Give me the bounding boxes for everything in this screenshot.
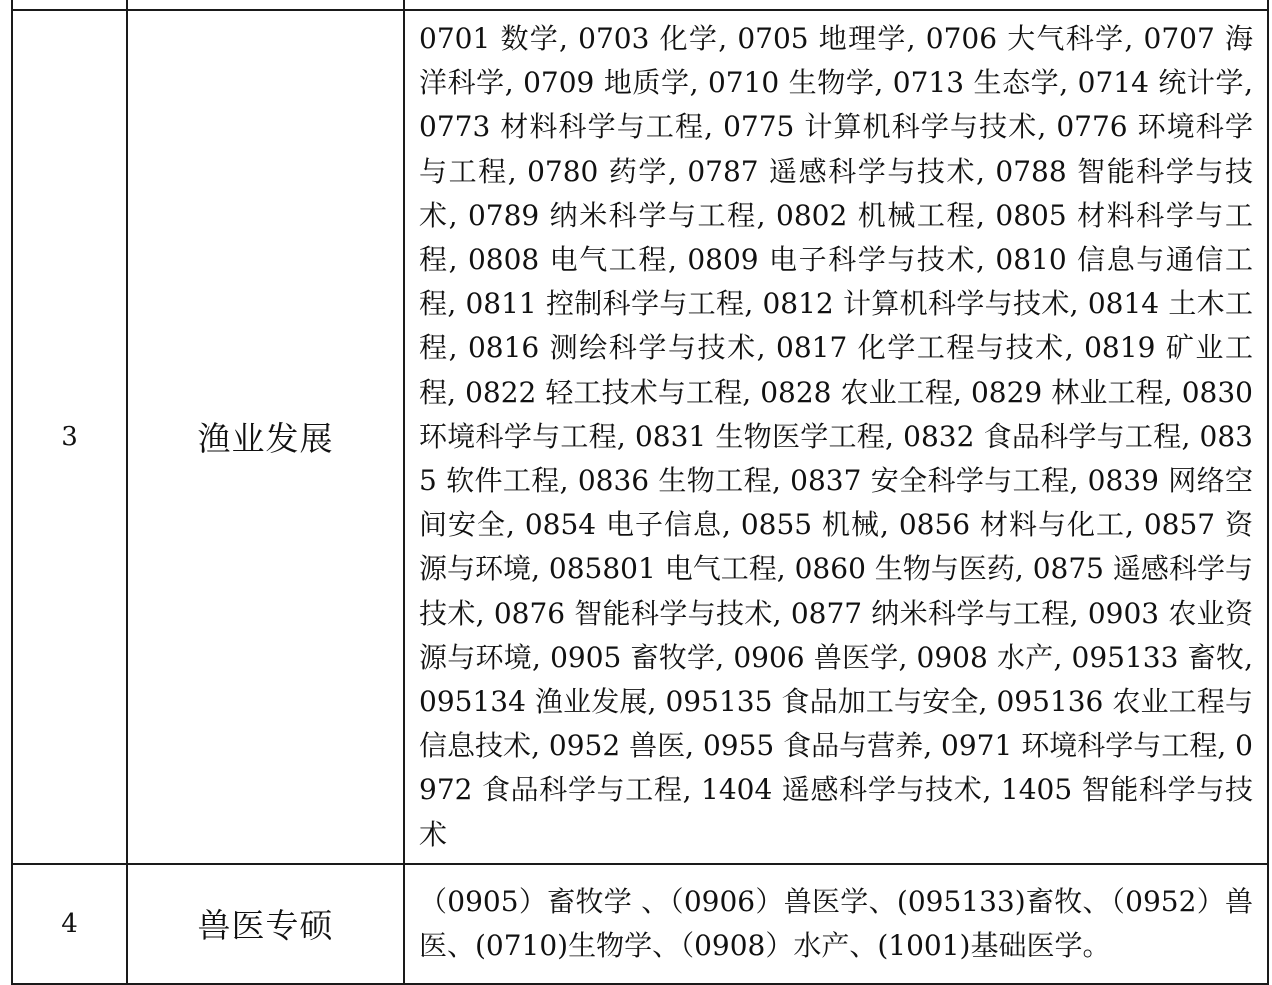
- table-row-previous: [12, 0, 1268, 10]
- eligible-majors: [404, 864, 1268, 984]
- table-row: [12, 10, 1268, 864]
- previous-row-majors-cell: [404, 0, 1268, 10]
- row-index: [12, 864, 127, 984]
- majors-table: [11, 0, 1269, 985]
- row-index-text: 3: [61, 421, 78, 452]
- program-name: [127, 864, 404, 984]
- previous-row-name-cell: [127, 0, 404, 10]
- table-row: [12, 864, 1268, 984]
- row-index: [12, 10, 127, 864]
- previous-row-index-cell: [12, 0, 127, 10]
- program-name-text: 渔业发展: [197, 419, 334, 459]
- eligible-majors: [404, 10, 1268, 864]
- row-index-text: 4: [61, 908, 78, 939]
- program-name-text: 兽医专硕: [197, 906, 334, 946]
- eligible-majors-text: （0905）畜牧学 、（0906）兽医学、(095133)畜牧、（0952）兽医、(0710)生物学、（0908）水产、(1001)基础医学。: [419, 884, 1253, 962]
- program-name: [127, 10, 404, 864]
- eligible-majors-text: 0701 数学, 0703 化学, 0705 地理学, 0706 大气科学, 0707 海洋科学, 0709 地质学, 0710 生物学, 0713 生态学, 0714 统计学, 0773 材料科学与工程, 0775 计算机科学与技术, 0776 环境科学与工程, 0780 药学, 0787 遥感科学与技术, 0788 智能科学与技术, 0789 纳米科学与工程, 0802 机械工程, 0805 材料科学与工程, 0808 电气工程, 0809 电子科学与技术, 0810 信息与通信工程, 0811 控制科学与工程, 0812 计算机科学与技术, 0814 土木工程, 0816 测绘科学与技术, 0817 化学工程与技术, 0819 矿业工程, 0822 轻工技术与工程, 0828 农业工程, 0829 林业工程, 0830 环境科学与工程, 0831 生物医学工程, 0832 食品科学与工程, 0835 软件工程, 0836 生物工程, 0837 安全科学与工程, 0839 网络空间安全, 0854 电子信息, 0855 机械, 0856 材料与化工, 0857 资源与环境, 085801 电气工程, 0860 生物与医药, 0875 遥感科学与技术, 0876 智能科学与技术, 0877 纳米科学与工程, 0903 农业资源与环境, 0905 畜牧学, 0906 兽医学, 0908 水产, 095133 畜牧, 095134 渔业发展, 095135 食品加工与安全, 095136 农业工程与信息技术, 0952 兽医, 0955 食品与营养, 0971 环境科学与工程, 0972 食品科学与工程, 1404 遥感科学与技术, 1405 智能科学与技术: [419, 22, 1253, 851]
